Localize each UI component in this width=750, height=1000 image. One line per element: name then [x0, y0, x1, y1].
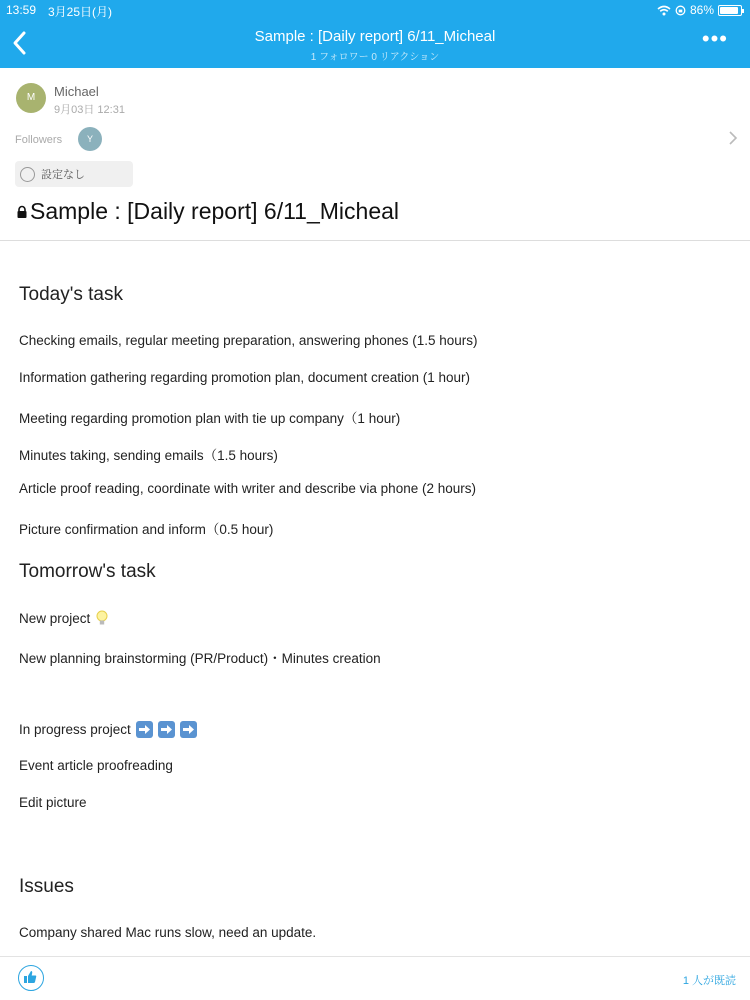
chevron-right-icon[interactable]: [726, 128, 740, 148]
bottom-bar: [0, 956, 750, 1000]
right-arrow-icon: [136, 721, 153, 738]
battery-icon: [718, 5, 742, 16]
section-heading-tomorrow: Tomorrow's task: [19, 561, 156, 582]
tomorrow-task-1-text: New project: [19, 610, 91, 626]
status-bar: [0, 3, 750, 19]
post-title-text: Sample : [Daily report] 6/11_Micheal: [30, 198, 400, 224]
status-time: 13:59: [6, 3, 37, 17]
divider: [0, 240, 750, 241]
thumbs-up-icon: [19, 966, 42, 989]
author-block: [16, 83, 46, 113]
tomorrow-task-3-text: In progress project: [19, 722, 131, 737]
right-arrow-icon: [180, 721, 197, 738]
lock-icon: [16, 205, 28, 219]
status-date: 3月25日(月): [48, 5, 113, 19]
author-name: Michael: [54, 84, 99, 99]
author-avatar[interactable]: M: [16, 83, 46, 113]
section-heading-today: Today's task: [19, 284, 123, 305]
followers-label: Followers: [15, 134, 63, 146]
issue-1: Company shared Mac runs slow, need an update.: [19, 925, 317, 940]
nav-title: Sample : [Daily report] 6/11_Micheal: [254, 28, 496, 45]
follower-avatar[interactable]: Y: [78, 127, 102, 151]
setting-label: 設定なし: [41, 169, 85, 181]
wifi-icon: [657, 5, 671, 16]
orientation-lock-icon: [675, 5, 686, 16]
battery-percent: 86%: [689, 3, 714, 17]
today-task-5: Article proof reading, coordinate with writer and describe via phone (2 hours): [19, 481, 476, 496]
read-count[interactable]: 1 人が既読: [682, 975, 736, 987]
today-task-2: Information gathering regarding promotion plan, document creation (1 hour): [19, 370, 471, 385]
post-date: 9月03日 12:31: [54, 104, 125, 116]
today-task-1: Checking emails, regular meeting preparation, answering phones (1.5 hours): [19, 333, 478, 348]
tomorrow-task-2: New planning brainstorming (PR/Product)・Minutes creation: [19, 651, 381, 666]
status-right: [657, 3, 742, 17]
setting-selector[interactable]: [15, 161, 133, 187]
tomorrow-task-4: Event article proofreading: [19, 758, 173, 773]
right-arrow-icon: [158, 721, 175, 738]
post-title: [16, 198, 399, 225]
tomorrow-task-1: [19, 610, 108, 626]
light-bulb-icon: [96, 610, 108, 626]
section-heading-issues: Issues: [19, 876, 74, 897]
like-button[interactable]: [18, 965, 44, 991]
nav-subtitle: 1 フォロワー 0 リアクション: [310, 52, 440, 63]
more-icon[interactable]: •••: [701, 26, 728, 51]
radio-icon[interactable]: [20, 167, 35, 182]
tomorrow-task-5: Edit picture: [19, 795, 87, 810]
top-bar: [0, 0, 750, 68]
tomorrow-task-3: [19, 721, 197, 738]
today-task-4: Minutes taking, sending emails（1.5 hours): [19, 448, 278, 463]
today-task-3: Meeting regarding promotion plan with tie up company（1 hour): [19, 411, 401, 426]
today-task-6: Picture confirmation and inform（0.5 hour): [19, 522, 274, 537]
